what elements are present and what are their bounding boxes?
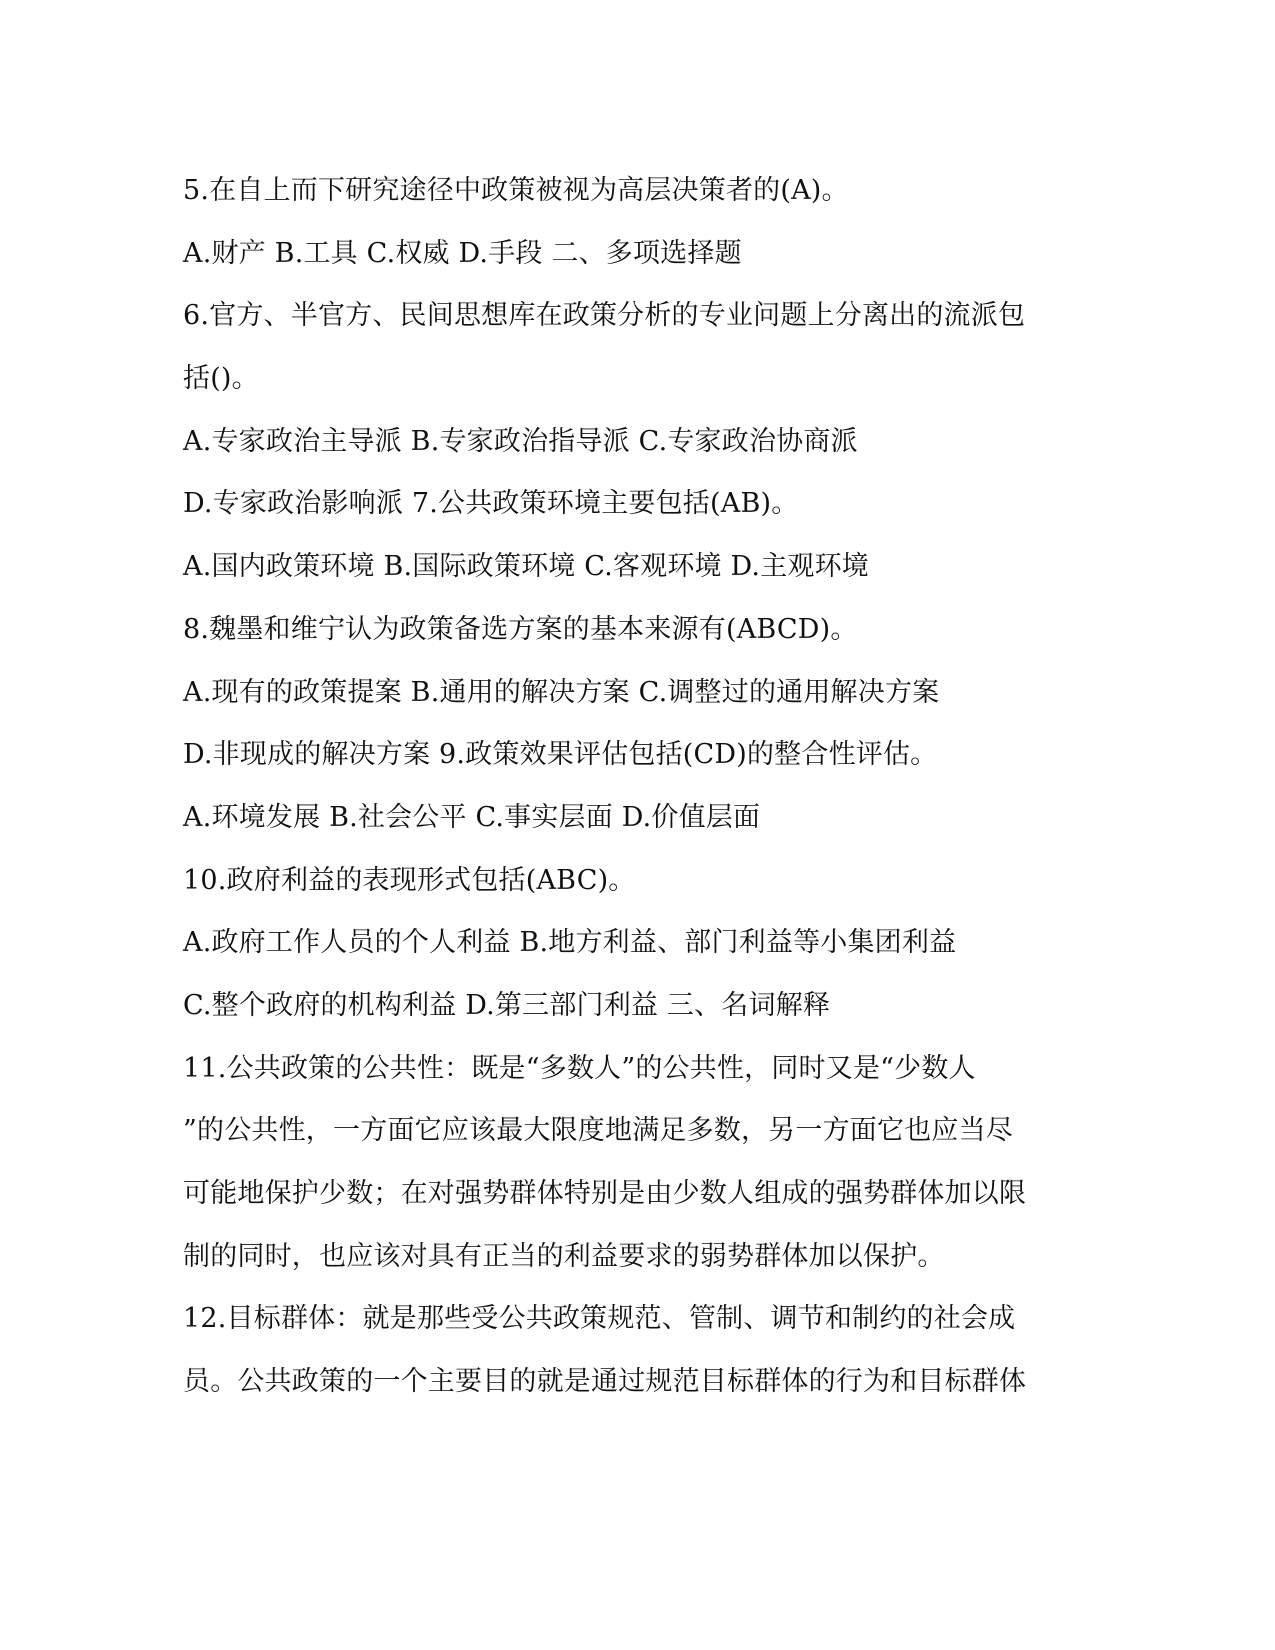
question-10-options-continued: C.整个政府的机构利益 D.第三部门利益 三、名词解释 <box>183 989 831 1021</box>
question-6-stem: 6.官方、半官方、民间思想库在政策分析的专业问题上分离出的流派包 <box>183 300 1026 332</box>
question-5-stem: 5.在自上而下研究途径中政策被视为高层决策者的(A)。 <box>183 175 849 206</box>
question-6-stem-continued: 括()。 <box>183 363 259 395</box>
question-7-line: D.专家政治影响派 7.公共政策环境主要包括(AB)。 <box>183 488 799 520</box>
question-9-options: A.环境发展 B.社会公平 C.事实层面 D.价值层面 <box>183 801 761 833</box>
question-10-options: A.政府工作人员的个人利益 B.地方利益、部门利益等小集团利益 <box>183 927 957 959</box>
question-5-options: A.财产 B.工具 C.权威 D.手段 二、多项选择题 <box>183 237 742 269</box>
question-8-options: A.现有的政策提案 B.通用的解决方案 C.调整过的通用解决方案 <box>183 676 940 708</box>
question-9-line: D.非现成的解决方案 9.政策效果评估包括(CD)的整合性评估。 <box>183 739 938 771</box>
question-10-stem: 10.政府利益的表现形式包括(ABC)。 <box>183 864 636 896</box>
question-8-stem: 8.魏墨和维宁认为政策备选方案的基本来源有(ABCD)。 <box>183 613 858 645</box>
term-12-line-1: 12.目标群体：就是那些受公共政策规范、管制、调节和制约的社会成 <box>183 1303 1016 1335</box>
question-7-options: A.国内政策环境 B.国际政策环境 C.客观环境 D.主观环境 <box>183 551 869 583</box>
term-11-line-1: 11.公共政策的公共性：既是“多数人”的公共性，同时又是“少数人 <box>183 1052 976 1084</box>
term-11-line-3: 可能地保护少数；在对强势群体特别是由少数人组成的强势群体加以限 <box>183 1178 1027 1209</box>
term-11-line-2: ”的公共性，一方面它应该最大限度地满足多数，另一方面它也应当尽 <box>183 1115 1014 1147</box>
term-12-line-2: 员。公共政策的一个主要目的就是通过规范目标群体的行为和目标群体 <box>183 1366 1027 1398</box>
term-11-line-4: 制的同时，也应该对具有正当的利益要求的弱势群体加以保护。 <box>183 1240 945 1272</box>
question-6-options: A.专家政治主导派 B.专家政治指导派 C.专家政治协商派 <box>183 425 858 457</box>
